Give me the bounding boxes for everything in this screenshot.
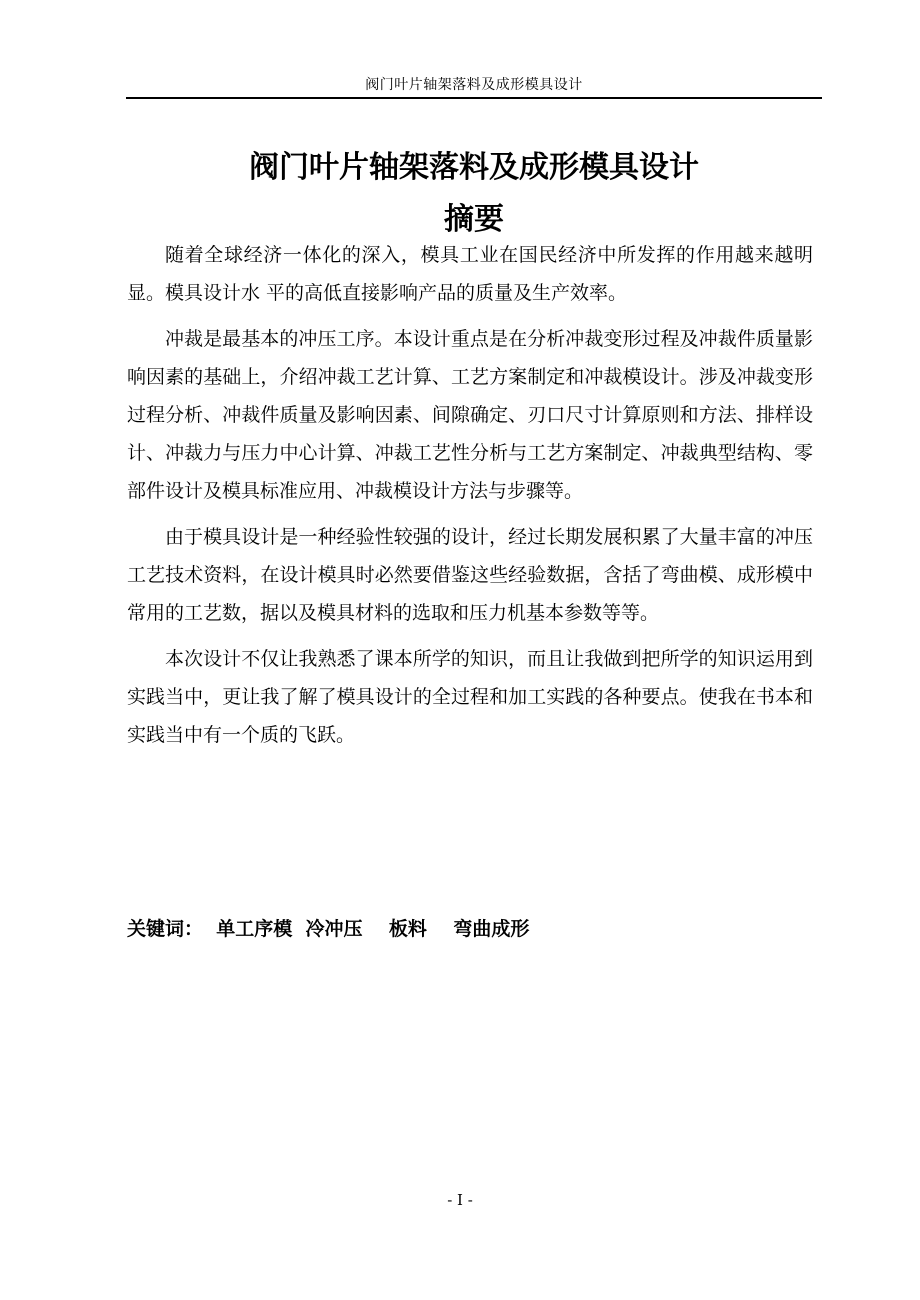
page-number: - I - (447, 1191, 473, 1209)
abstract-paragraph-4: 本次设计不仅让我熟悉了课本所学的知识，而且让我做到把所学的知识运用到实践当中，更让我了解了模具设计的全过程和加工实践的各种要点。使我在书本和实践当中有一个质的飞跃。 (127, 648, 813, 746)
header-rule (126, 97, 822, 99)
abstract-body (127, 236, 813, 754)
document-title: 阀门叶片轴架落料及成形模具设计 (249, 150, 699, 185)
abstract-paragraph-1: 随着全球经济一体化的深入，模具工业在国民经济中所发挥的作用越来越明显。模具设计水 平的高低直接影响产品的质量及生产效率。 (127, 244, 813, 304)
abstract-paragraph-3: 由于模具设计是一种经验性较强的设计，经过长期发展积累了大量丰富的冲压工艺技术资料，在设计模具时必然要借鉴这些经验数据，含括了弯曲模、成形模中常用的工艺数，据以及模具材料的选取和压力机基本参数等等。 (127, 526, 813, 624)
abstract-heading: 摘要 (444, 202, 504, 237)
abstract-paragraph-2: 冲裁是最基本的冲压工序。本设计重点是在分析冲裁变形过程及冲裁件质量影响因素的基础上，介绍冲裁工艺计算、工艺方案制定和冲裁模设计。涉及冲裁变形过程分析、冲裁件质量及影响因素、间隙确定、刃口尺寸计算原则和方法、排样设计、冲裁力与压力中心计算、冲裁工艺性分析与工艺方案制定、冲裁典型结构、零部件设计及模具标准应用、冲裁模设计方法与步骤等。 (127, 328, 813, 502)
running-header: 阀门叶片轴架落料及成形模具设计 (365, 77, 583, 93)
keywords-line: 关键词： 单工序模 冷冲压 板料 弯曲成形 (127, 918, 530, 940)
